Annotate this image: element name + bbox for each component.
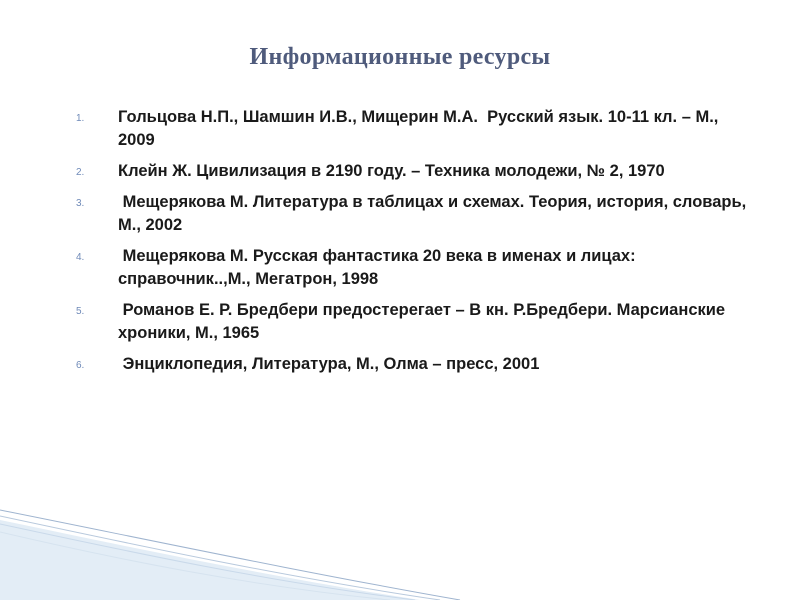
list-item-text: Мещерякова М. Русская фантастика 20 века в именах и лицах: справочник..,М., Мегатрон, 1998 xyxy=(118,247,641,288)
decor-wave-line-1 xyxy=(0,510,460,600)
list-item-number: 6. xyxy=(76,360,85,371)
list-item xyxy=(76,299,756,345)
reference-list xyxy=(76,106,756,384)
list-item-number: 1. xyxy=(76,113,85,124)
decor-wave-line-2 xyxy=(0,516,440,600)
list-item-number: 5. xyxy=(76,306,85,317)
list-item-number: 2. xyxy=(76,167,85,178)
list-item xyxy=(76,245,756,291)
list-item xyxy=(76,160,756,183)
list-item-text: Гольцова Н.П., Шамшин И.В., Мищерин М.А. Русский язык. 10-11 кл. – М., 2009 xyxy=(118,108,723,149)
list-item-text: Романов Е. Р. Бредбери предостерегает – В кн. Р.Бредбери. Марсианские хроники, М., 1965 xyxy=(118,301,730,342)
list-item-text: Энциклопедия, Литература, М., Олма – пресс, 2001 xyxy=(118,355,540,373)
decor-wave-line-4 xyxy=(0,532,390,600)
list-item-text: Клейн Ж. Цивилизация в 2190 году. – Техника молодежи, № 2, 1970 xyxy=(118,162,665,180)
decor-wave-fill xyxy=(0,520,420,600)
list-item xyxy=(76,191,756,237)
list-item-number: 4. xyxy=(76,252,85,263)
list-item-text: Мещерякова М. Литература в таблицах и схемах. Теория, история, словарь, М., 2002 xyxy=(118,193,751,234)
list-item xyxy=(76,106,756,152)
list-item-number: 3. xyxy=(76,198,85,209)
decor-wave-line-3 xyxy=(0,524,415,600)
slide-title: Информационные ресурсы xyxy=(249,44,551,70)
list-item xyxy=(76,353,756,376)
